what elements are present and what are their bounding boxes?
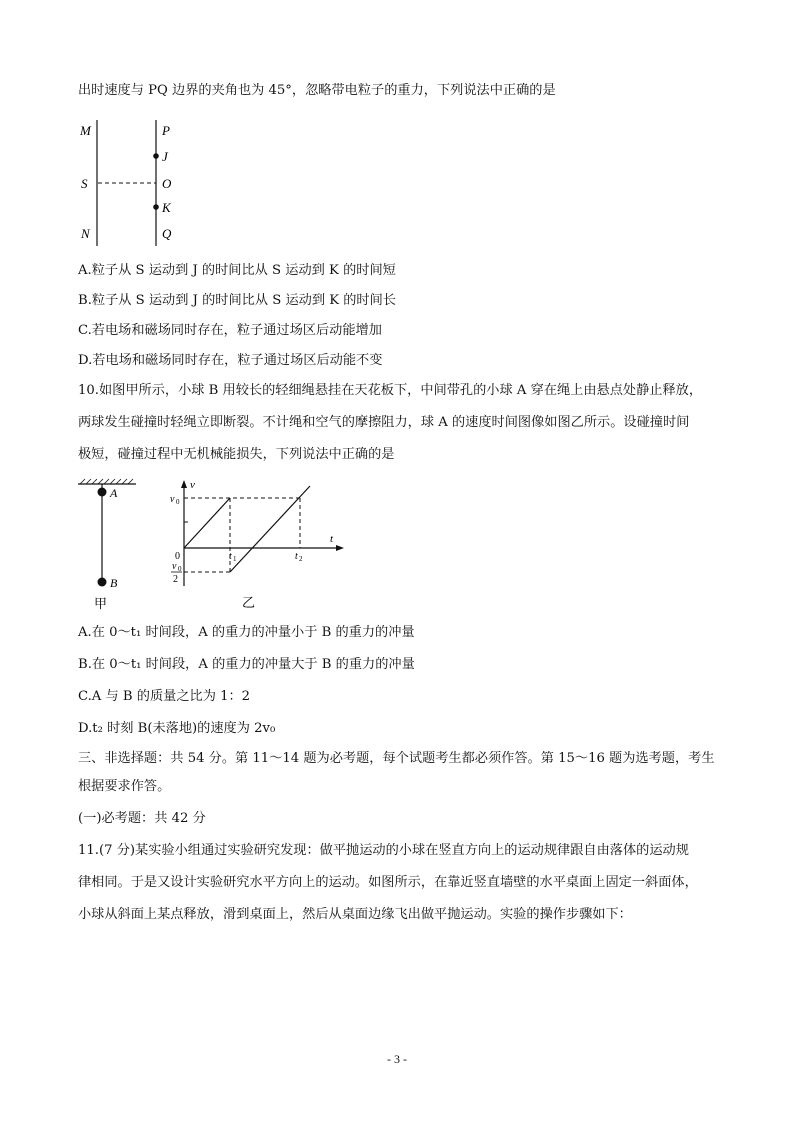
- t2-label-sub: 2: [299, 555, 303, 563]
- section-3-required-heading: (一)必考题：共 42 分: [78, 811, 206, 826]
- ball-a: [98, 488, 107, 497]
- label-q: Q: [162, 226, 172, 241]
- label-p: P: [162, 123, 170, 138]
- label-n: N: [81, 226, 90, 241]
- caption-yi: 乙: [242, 595, 256, 610]
- option-9c: C.若电场和磁场同时存在，粒子通过场区后动能增加: [78, 323, 382, 338]
- field-boundary-figure: [76, 118, 196, 250]
- question-9-stem-tail: 出时速度与 PQ 边界的夹角也为 45°，忽略带电粒子的重力，下列说法中正确的是: [78, 83, 556, 98]
- label-j: J: [162, 149, 168, 164]
- t1-label: t: [229, 551, 232, 562]
- segment-after-collision: [230, 486, 310, 572]
- t-axis-label: t: [330, 533, 334, 545]
- origin-label: 0: [175, 551, 180, 562]
- point-k-dot: [153, 204, 159, 210]
- section-3-line-2: 根据要求作答。: [78, 779, 171, 794]
- question-11-line-2: 律相同。于是又设计实验研究水平方向上的运动。如图所示，在靠近竖直墙壁的水平桌面上固定一斜面体，: [78, 875, 698, 890]
- option-9d: D.若电场和磁场同时存在，粒子通过场区后动能不变: [78, 353, 383, 368]
- label-k: K: [162, 200, 171, 215]
- label-a: A: [110, 486, 118, 500]
- caption-jia: 甲: [94, 596, 108, 611]
- label-o: O: [162, 176, 172, 191]
- v-axis-label: v: [190, 479, 195, 491]
- option-10a: A.在 0～t₁ 时间段，A 的重力的冲量小于 B 的重力的冲量: [78, 625, 415, 640]
- option-9a: A.粒子从 S 运动到 J 的时间比从 S 运动到 K 的时间短: [78, 263, 396, 278]
- option-10b: B.在 0～t₁ 时间段，A 的重力的冲量大于 B 的重力的冲量: [78, 657, 415, 672]
- question-11-line-1: 11.(7 分)某实验小组通过实验研究发现：做平抛运动的小球在竖直方向上的运动规律跟自由落体的运动规: [78, 843, 689, 858]
- page-number: - 3 -: [387, 1052, 407, 1066]
- neg-v0-numerator-sub: 0: [178, 565, 182, 573]
- neg-v0-numerator: v: [172, 561, 177, 572]
- ball-b: [98, 578, 107, 587]
- option-10d: D.t₂ 时刻 B(未落地)的速度为 2v₀: [78, 721, 276, 736]
- question-10-line-2: 两球发生碰撞时轻绳立即断裂。不计绳和空气的摩擦阻力，球 A 的速度时间图像如图乙所示。设碰撞时间: [78, 415, 690, 430]
- ceiling-hatching: [80, 479, 133, 484]
- question-11-line-3: 小球从斜面上某点释放，滑到桌面上，然后从桌面边缘飞出做平抛运动。实验的操作步骤如下：: [78, 907, 632, 922]
- t1-label-sub: 1: [233, 555, 237, 563]
- label-b: B: [110, 576, 118, 590]
- point-j-dot: [153, 153, 159, 159]
- question-10-line-1: 10.如图甲所示，小球 B 用较长的轻细绳悬挂在天花板下，中间带孔的小球 A 穿在绳上由悬点处静止释放，: [78, 383, 703, 398]
- segment-before-collision: [184, 498, 230, 548]
- v0-label-sub: 0: [176, 498, 180, 506]
- label-m: M: [80, 123, 91, 138]
- neg-v0-denominator: 2: [173, 574, 178, 585]
- option-9b: B.粒子从 S 运动到 J 的时间比从 S 运动到 K 的时间长: [78, 293, 396, 308]
- section-3-line-1: 三、非选择题：共 54 分。第 11～14 题为必考题，每个试题考生都必须作答。第 15～16 题为选考题，考生: [78, 751, 715, 766]
- v0-label: v: [170, 494, 175, 505]
- question-10-line-3: 极短，碰撞过程中无机械能损失，下列说法中正确的是: [78, 447, 395, 462]
- figure-yi-velocity-time-graph: [160, 476, 350, 614]
- t-axis-arrow: [336, 545, 344, 551]
- figure-jia-hanging-balls: [76, 478, 156, 614]
- label-s: S: [81, 176, 88, 191]
- option-10c: C.A 与 B 的质量之比为 1：2: [78, 689, 251, 704]
- t2-label: t: [295, 551, 298, 562]
- v-axis-arrow: [181, 480, 187, 488]
